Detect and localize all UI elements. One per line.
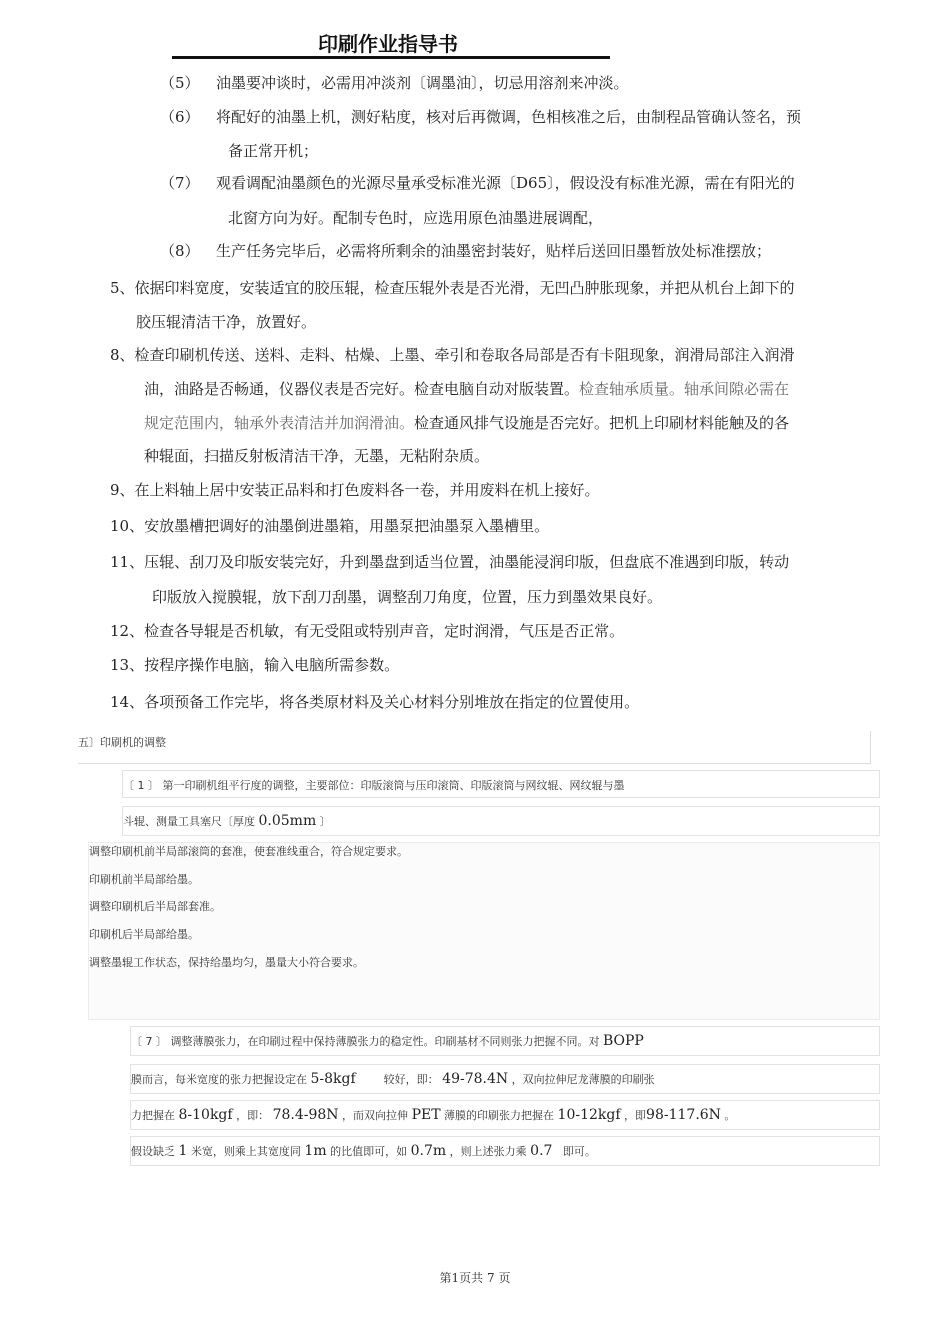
sub-item-6-text-cont: 备正常开机； — [228, 142, 319, 160]
adjust-box-1-line1 — [122, 770, 880, 798]
item-11-line2: 印版放入搅膜辊，放下刮刀刮墨，调整刮刀角度，位置，压力到墨效果良好。 — [152, 588, 663, 606]
item-14: 14、各项预备工作完毕，将各类原材料及关心材料分别堆放在指定的位置使用。 — [110, 693, 640, 711]
adjust-steps-panel — [88, 842, 880, 1020]
item-8-line4: 种辊面，扫描反射板清洁干净，无墨，无粘附杂质。 — [144, 447, 490, 465]
adjust-step-1: 调整印刷机前半局部滚筒的套准，使套准线重合，符合规定要求。 — [89, 845, 408, 858]
t3c: ，即： — [232, 1109, 273, 1122]
t4h: 0.7 — [530, 1143, 553, 1159]
item-8-line2-light: 检查轴承质量。轴承间隙必需在 — [579, 380, 790, 398]
t4f: 0.7m — [410, 1143, 447, 1159]
t4d: 1m — [304, 1143, 327, 1159]
t4a: 假设缺乏 — [131, 1145, 179, 1158]
tension-box-line4 — [130, 1136, 880, 1166]
tension-box-line3 — [130, 1100, 880, 1130]
t3i: ，即 — [620, 1109, 647, 1122]
t3k: 。 — [720, 1109, 736, 1122]
tension-line4-text — [131, 1143, 596, 1159]
tension-box-line2 — [130, 1064, 880, 1094]
adjust-box-1-line2-text — [123, 813, 331, 829]
t2a: 膜而言，每米宽度的张力把握设定在 — [131, 1073, 311, 1086]
t4i: 即可。 — [552, 1145, 596, 1158]
t3a: 力把握在 — [131, 1109, 179, 1122]
item-8-line2-text: 油，油路是否畅通，仪器仪表是否完好。检查电脑自动对版装置。 — [144, 380, 580, 398]
tension-line2-text — [131, 1071, 655, 1087]
t3e: ，而双向拉伸 — [338, 1109, 412, 1122]
item-8-line2 — [144, 378, 789, 399]
item-8-line3-text: 检查通风排气设施是否完好。把机上印刷材料能触及的各 — [414, 414, 790, 432]
t1a: 〔 7 〕 调整薄膜张力，在印刷过程中保持薄膜张力的稳定性。印刷基材不同则张力把握不同。对 — [131, 1035, 603, 1048]
t2d: 49-78.4N — [442, 1071, 509, 1087]
sub-item-8-number: （8） — [160, 242, 200, 260]
page-title: 印刷作业指导书 — [318, 32, 458, 56]
tension-box-line1 — [130, 1026, 880, 1056]
t4c: 米宽，则乘上其宽度同 — [187, 1145, 305, 1158]
item-5-line1: 5、依据印料宽度，安装适宜的胶压辊，检查压辊外表是否光滑，无凹凸肿胀现象，并把从机台上卸下的 — [110, 279, 795, 297]
t3f: PET — [411, 1107, 441, 1123]
t3d: 78.4-98N — [272, 1107, 339, 1123]
item-12: 12、检查各导辊是否机敏，有无受阻或特别声音，定时润滑，气压是否正常。 — [110, 622, 625, 640]
item-9: 9、在上料轴上居中安装正品料和打色废料各一卷，并用废料在机上接好。 — [110, 481, 600, 499]
t1b: BOPP — [602, 1033, 644, 1049]
t3b: 8-10kgf — [178, 1107, 233, 1123]
sub-item-5-number: （5） — [160, 74, 200, 92]
adjust-step-2: 印刷机前半局部给墨。 — [89, 873, 199, 886]
item-10: 10、安放墨槽把调好的油墨倒进墨箱，用墨泵把油墨泵入墨槽里。 — [110, 517, 550, 535]
item-5-line2: 胶压辊清洁干净，放置好。 — [136, 313, 317, 331]
t2e: ，双向拉伸尼龙薄膜的印刷张 — [508, 1073, 655, 1086]
t3g: 薄膜的印刷张力把握在 — [440, 1109, 558, 1122]
sub-item-6-number: （6） — [160, 108, 200, 126]
page-footer: 第1页共 7 页 — [439, 1271, 511, 1285]
sub-item-5-text: 油墨要冲谈时，必需用冲淡剂〔调墨油〕，切忌用溶剂来冲淡。 — [216, 74, 629, 92]
sub-item-7-text-cont: 北窗方向为好。配制专色时，应选用原色油墨进展调配， — [228, 209, 604, 227]
sub-item-7-text: 观看调配油墨颜色的光源尽量承受标准光源〔D65〕，假设没有标准光源，需在有阳光的 — [216, 174, 795, 192]
t4b: 1 — [178, 1143, 188, 1159]
item-8-line3 — [144, 412, 789, 433]
title-underline — [172, 56, 610, 59]
t4e: 的比值即可，如 — [326, 1145, 411, 1158]
t3h: 10-12kgf — [557, 1107, 621, 1123]
adjust-box-1-line2 — [122, 806, 880, 836]
sub-item-7-number: （7） — [160, 174, 200, 192]
t2b: 5-8kgf — [310, 1071, 356, 1087]
tension-line3-text — [131, 1107, 735, 1123]
sub-item-8-text: 生产任务完毕后，必需将所剩余的油墨密封装好，贴样后送回旧墨暂放处标准摆放； — [216, 242, 772, 260]
adjust-box-1-line1-text: 〔 1 〕 第一印刷机组平行度的调整，主要部位：印版滚筒与压印滚筒、印版滚筒与网纹辊、网纹辊与墨 — [123, 779, 625, 792]
t4g: ，则上述张力乘 — [446, 1145, 531, 1158]
adjust-step-5: 调整墨辊工作状态，保持给墨均匀，墨量大小符合要求。 — [89, 956, 364, 969]
item-11-line1: 11、压辊、刮刀及印版安装完好，升到墨盘到适当位置，油墨能浸润印版，但盘底不准遇到印版，转动 — [110, 553, 790, 571]
tension-line1-text — [131, 1033, 644, 1049]
section-heading-text: 五〕印刷机的调整 — [78, 736, 166, 749]
sub-item-6-text: 将配好的油墨上机，测好粘度，核对后再微调，色相核准之后，由制程品管确认签名，预 — [216, 108, 802, 126]
box1-a: 斗辊、测量工具塞尺〔厚度 — [123, 815, 259, 828]
item-8-line1: 8、检查印刷机传送、送料、走料、枯燥、上墨、牵引和卷取各局部是否有卡阻现象，润滑局部注入润滑 — [110, 346, 795, 364]
t3j: 98-117.6N — [646, 1107, 721, 1123]
adjust-step-3: 调整印刷机后半局部套准。 — [89, 900, 221, 913]
item-8-line3-light: 规定范围内，轴承外表清洁并加润滑油。 — [144, 414, 415, 432]
box1-b: 0.05mm — [258, 813, 317, 829]
item-13: 13、按程序操作电脑，输入电脑所需参数。 — [110, 656, 400, 674]
box1-c: 〕 — [316, 815, 331, 828]
t2c: 较好，即： — [355, 1073, 443, 1086]
adjust-step-4: 印刷机后半局部给墨。 — [89, 928, 199, 941]
section-heading — [78, 731, 871, 764]
